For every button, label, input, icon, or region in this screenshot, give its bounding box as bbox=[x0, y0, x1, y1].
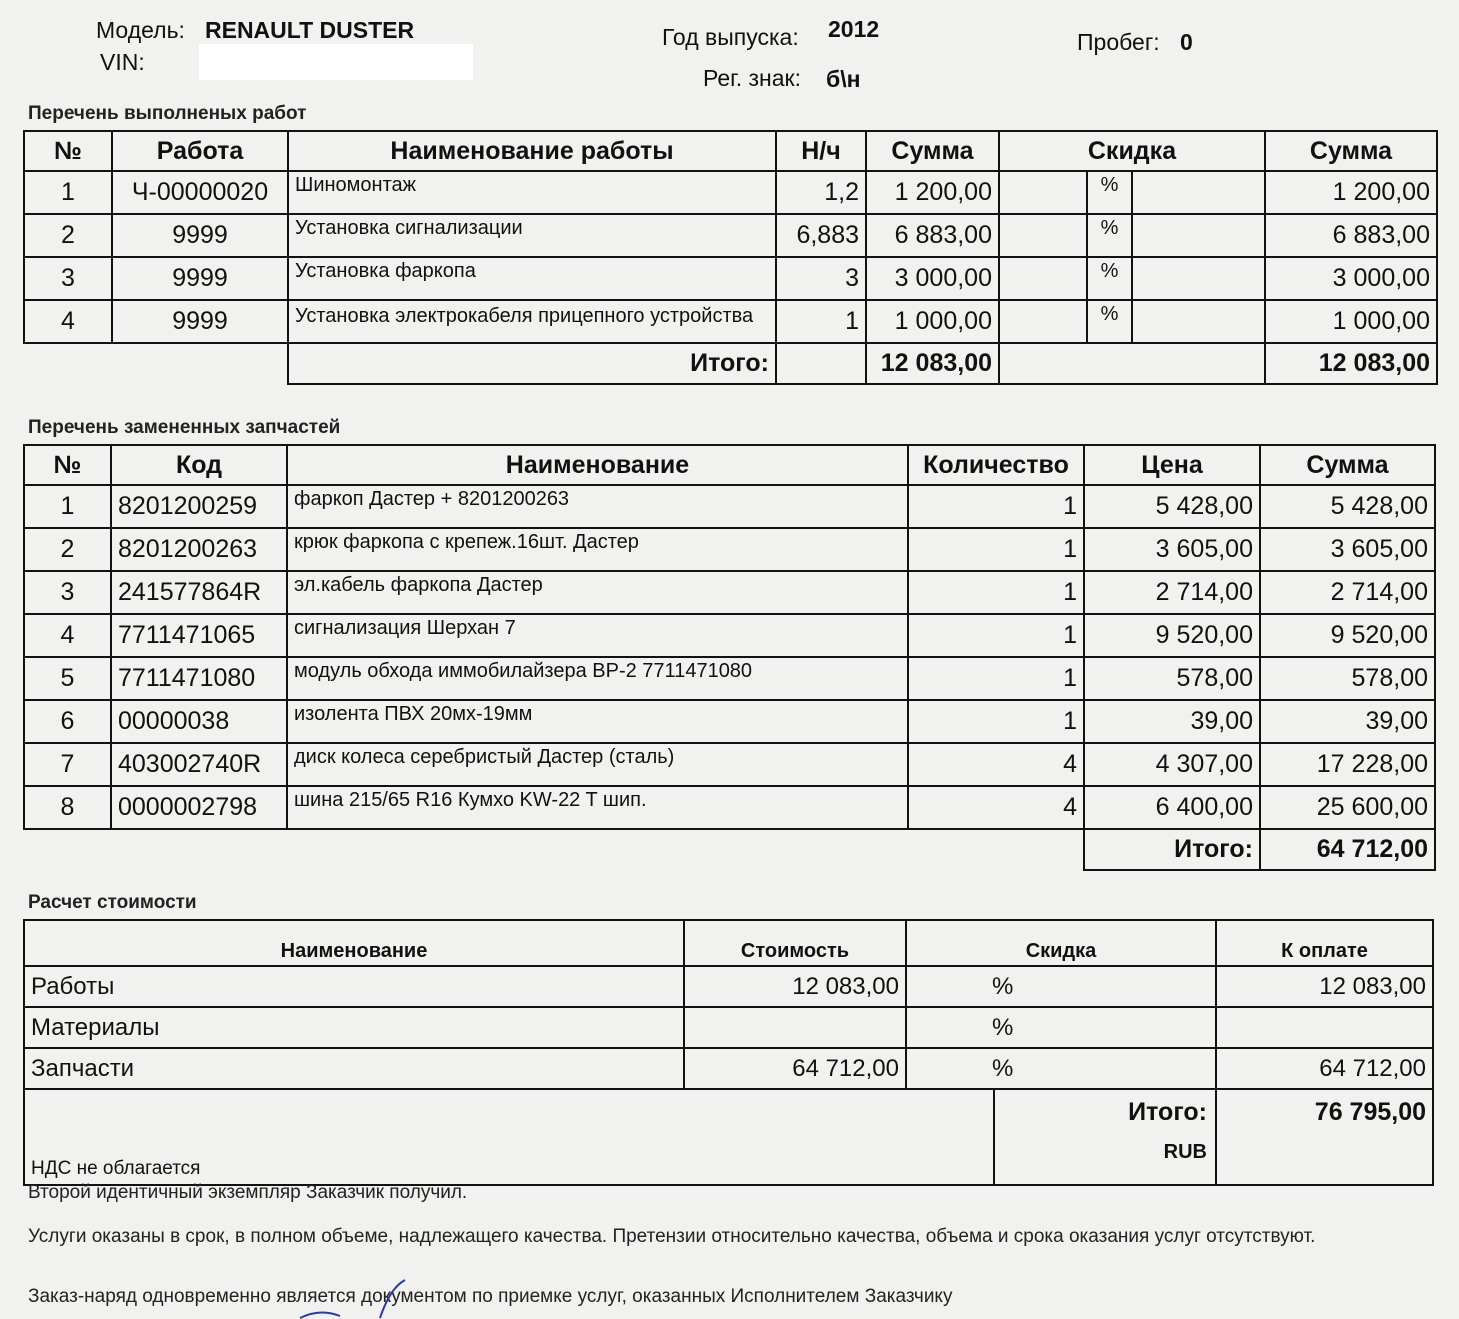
cell-sum: 1 000,00 bbox=[866, 300, 999, 343]
cell-pay bbox=[1216, 1007, 1433, 1048]
parts-total-sum: 64 712,00 bbox=[1260, 829, 1435, 870]
works-total-row bbox=[24, 343, 1437, 384]
year-label: Год выпуска: bbox=[662, 24, 799, 50]
cell-sum: 9 520,00 bbox=[1260, 614, 1435, 657]
header-qty: Количество bbox=[908, 445, 1084, 485]
header-discount: Скидка bbox=[906, 920, 1216, 966]
header-total: Сумма bbox=[1265, 131, 1437, 171]
year-value: 2012 bbox=[828, 16, 880, 42]
cell-discount-pct: % bbox=[1087, 257, 1132, 300]
cell-discount-pct: % bbox=[1087, 300, 1132, 343]
cell-no: 7 bbox=[24, 743, 111, 786]
works-total-final: 12 083,00 bbox=[1265, 343, 1437, 384]
cell-name: Установка фаркопа bbox=[288, 257, 776, 300]
table-row bbox=[24, 485, 1435, 528]
works-total-label: Итого: bbox=[288, 343, 776, 384]
cell-qty: 1 bbox=[908, 614, 1084, 657]
cell-name: сигнализация Шерхан 7 bbox=[287, 614, 908, 657]
cell-code: 8201200259 bbox=[111, 485, 287, 528]
table-row bbox=[24, 571, 1435, 614]
table-row bbox=[24, 966, 1433, 1007]
works-section-title: Перечень выполненых работ bbox=[28, 103, 307, 124]
works-total-sum: 12 083,00 bbox=[866, 343, 999, 384]
cell-discount-value bbox=[999, 257, 1087, 300]
cell-price: 6 400,00 bbox=[1084, 786, 1260, 829]
header-pay: К оплате bbox=[1216, 920, 1433, 966]
cell-code: 403002740R bbox=[111, 743, 287, 786]
header-price: Цена bbox=[1084, 445, 1260, 485]
cell-hours: 1,2 bbox=[776, 171, 866, 214]
cell-cost: 12 083,00 bbox=[684, 966, 906, 1007]
cell-code: 9999 bbox=[112, 257, 288, 300]
cell-price: 39,00 bbox=[1084, 700, 1260, 743]
cell-price: 578,00 bbox=[1084, 657, 1260, 700]
header-no: № bbox=[24, 131, 112, 171]
signature-icon bbox=[280, 1278, 420, 1319]
model-value: RENAULT DUSTER bbox=[205, 17, 415, 43]
cell-code: 9999 bbox=[112, 214, 288, 257]
cell-discount-amount bbox=[1132, 214, 1265, 257]
cell-sum: 578,00 bbox=[1260, 657, 1435, 700]
reg-value: б\н bbox=[826, 66, 861, 92]
cell-name bbox=[288, 300, 776, 343]
cell-no: 5 bbox=[24, 657, 111, 700]
cell-no: 3 bbox=[24, 257, 112, 300]
table-row bbox=[24, 300, 1437, 343]
cell-qty: 1 bbox=[908, 528, 1084, 571]
cell-no: 8 bbox=[24, 786, 111, 829]
cell-discount-value bbox=[999, 171, 1087, 214]
parts-section-title: Перечень замененных запчастей bbox=[28, 417, 341, 438]
cell-name: эл.кабель фаркопа Дастер bbox=[287, 571, 908, 614]
cell-sum: 25 600,00 bbox=[1260, 786, 1435, 829]
cell-no: 1 bbox=[24, 485, 111, 528]
currency-label: RUB bbox=[1163, 1141, 1208, 1163]
cell-hours: 1 bbox=[776, 300, 866, 343]
cell-name: Шиномонтаж bbox=[288, 171, 776, 214]
cell-no: 4 bbox=[24, 300, 112, 343]
table-row bbox=[24, 1048, 1433, 1089]
cell-discount-value bbox=[999, 214, 1087, 257]
vat-note: НДС не облагается bbox=[24, 1089, 994, 1185]
model-label: Модель: bbox=[96, 17, 185, 43]
mileage-value: 0 bbox=[1180, 29, 1193, 55]
vin-value-redacted bbox=[199, 44, 473, 80]
cell-discount-pct: % bbox=[906, 1048, 1216, 1089]
cell-discount-pct: % bbox=[906, 1007, 1216, 1048]
cell-qty: 1 bbox=[908, 571, 1084, 614]
cell-total: 1 000,00 bbox=[1265, 300, 1437, 343]
cell-hours: 6,883 bbox=[776, 214, 866, 257]
cell-name: диск колеса серебристый Дастер (сталь) bbox=[287, 743, 908, 786]
parts-table bbox=[23, 444, 1436, 871]
cell-code: 00000038 bbox=[111, 700, 287, 743]
header-discount: Скидка bbox=[999, 131, 1265, 171]
header-sum: Сумма bbox=[866, 131, 999, 171]
header-sum: Сумма bbox=[1260, 445, 1435, 485]
cell-cost bbox=[684, 1007, 906, 1048]
cell-price: 4 307,00 bbox=[1084, 743, 1260, 786]
cost-total-value: 76 795,00 bbox=[1216, 1089, 1433, 1185]
cell-no: 2 bbox=[24, 528, 111, 571]
cell-total: 1 200,00 bbox=[1265, 171, 1437, 214]
table-row bbox=[24, 257, 1437, 300]
cell-discount-pct: % bbox=[1087, 171, 1132, 214]
cell-sum: 3 000,00 bbox=[866, 257, 999, 300]
cell-sum: 2 714,00 bbox=[1260, 571, 1435, 614]
works-header-row bbox=[24, 131, 1437, 171]
cell-qty: 1 bbox=[908, 657, 1084, 700]
cell-code: 7711471065 bbox=[111, 614, 287, 657]
cell-pay: 64 712,00 bbox=[1216, 1048, 1433, 1089]
cell-no: 2 bbox=[24, 214, 112, 257]
header-hours: Н/ч bbox=[776, 131, 866, 171]
vin-label: VIN: bbox=[100, 49, 145, 75]
cell-price: 3 605,00 bbox=[1084, 528, 1260, 571]
works-table bbox=[23, 130, 1438, 385]
header-name: Наименование работы bbox=[288, 131, 776, 171]
table-row bbox=[24, 743, 1435, 786]
cost-table bbox=[23, 919, 1434, 1186]
header-name: Наименование bbox=[287, 445, 908, 485]
mileage-label: Пробег: bbox=[1077, 29, 1160, 55]
cell-sum: 39,00 bbox=[1260, 700, 1435, 743]
cell-qty: 1 bbox=[908, 485, 1084, 528]
cell-name: Установка сигнализации bbox=[288, 214, 776, 257]
cell-name: крюк фаркопа с крепеж.16шт. Дастер bbox=[287, 528, 908, 571]
cell-code: 8201200263 bbox=[111, 528, 287, 571]
cost-total-label: Итого: bbox=[1128, 1098, 1208, 1126]
cell-qty: 4 bbox=[908, 743, 1084, 786]
cell-total: 3 000,00 bbox=[1265, 257, 1437, 300]
cell-price: 2 714,00 bbox=[1084, 571, 1260, 614]
cell-sum: 1 200,00 bbox=[866, 171, 999, 214]
cell-hours: 3 bbox=[776, 257, 866, 300]
cell-name-text: Установка электрокабеля прицепного устройства bbox=[295, 305, 754, 327]
cell-discount-pct: % bbox=[1087, 214, 1132, 257]
cell-qty: 4 bbox=[908, 786, 1084, 829]
cell-discount-amount bbox=[1132, 257, 1265, 300]
cell-code: 0000002798 bbox=[111, 786, 287, 829]
parts-header-row bbox=[24, 445, 1435, 485]
cell-name: Материалы bbox=[24, 1007, 684, 1048]
cell-sum: 17 228,00 bbox=[1260, 743, 1435, 786]
table-row bbox=[24, 700, 1435, 743]
cell-no: 4 bbox=[24, 614, 111, 657]
cell-code: 9999 bbox=[112, 300, 288, 343]
cell-price: 5 428,00 bbox=[1084, 485, 1260, 528]
cell-no: 1 bbox=[24, 171, 112, 214]
cell-name: модуль обхода иммобилайзера BP-2 7711471080 bbox=[287, 657, 908, 700]
table-row bbox=[24, 171, 1437, 214]
cell-code: 7711471080 bbox=[111, 657, 287, 700]
cell-discount-value bbox=[999, 300, 1087, 343]
cell-code: 241577864R bbox=[111, 571, 287, 614]
cell-discount-amount bbox=[1132, 300, 1265, 343]
parts-total-label: Итого: bbox=[1084, 829, 1260, 870]
parts-total-row bbox=[24, 829, 1435, 870]
header-no: № bbox=[24, 445, 111, 485]
cost-section-title: Расчет стоимости bbox=[28, 892, 197, 913]
header-code: Код bbox=[111, 445, 287, 485]
cell-total: 6 883,00 bbox=[1265, 214, 1437, 257]
header-code: Работа bbox=[112, 131, 288, 171]
cell-name: шина 215/65 R16 Кумхо KW-22 T шип. bbox=[287, 786, 908, 829]
footer-copy-received: Второй идентичный экземпляр Заказчик получил. bbox=[28, 1182, 468, 1203]
cell-sum: 3 605,00 bbox=[1260, 528, 1435, 571]
cell-discount-amount bbox=[1132, 171, 1265, 214]
table-row bbox=[24, 614, 1435, 657]
cell-code: Ч-00000020 bbox=[112, 171, 288, 214]
cell-name: фаркоп Дастер + 8201200263 bbox=[287, 485, 908, 528]
table-row bbox=[24, 657, 1435, 700]
cell-discount-pct: % bbox=[906, 966, 1216, 1007]
cost-header-row bbox=[24, 920, 1433, 966]
cell-pay: 12 083,00 bbox=[1216, 966, 1433, 1007]
table-row bbox=[24, 528, 1435, 571]
footer-services-statement: Услуги оказаны в срок, в полном объеме, надлежащего качества. Претензии относительно качества, объема и срока оказания услуг отсутствуют. bbox=[28, 1226, 1316, 1247]
cell-name: Работы bbox=[24, 966, 684, 1007]
cell-no: 3 bbox=[24, 571, 111, 614]
table-row bbox=[24, 786, 1435, 829]
cell-name: изолента ПВХ 20мх-19мм bbox=[287, 700, 908, 743]
cell-qty: 1 bbox=[908, 700, 1084, 743]
table-row bbox=[24, 1007, 1433, 1048]
reg-label: Рег. знак: bbox=[703, 65, 801, 91]
cell-name: Запчасти bbox=[24, 1048, 684, 1089]
cell-sum: 5 428,00 bbox=[1260, 485, 1435, 528]
cell-sum: 6 883,00 bbox=[866, 214, 999, 257]
table-row bbox=[24, 214, 1437, 257]
cost-total-row bbox=[24, 1089, 1433, 1185]
cell-no: 6 bbox=[24, 700, 111, 743]
cost-total-label-cell bbox=[994, 1089, 1216, 1185]
cell-price: 9 520,00 bbox=[1084, 614, 1260, 657]
cell-cost: 64 712,00 bbox=[684, 1048, 906, 1089]
footer-acceptance-statement: Заказ-наряд одновременно является документом по приемке услуг, оказанных Исполнителем Заказчику bbox=[28, 1286, 953, 1307]
header-name: Наименование bbox=[24, 920, 684, 966]
header-cost: Стоимость bbox=[684, 920, 906, 966]
